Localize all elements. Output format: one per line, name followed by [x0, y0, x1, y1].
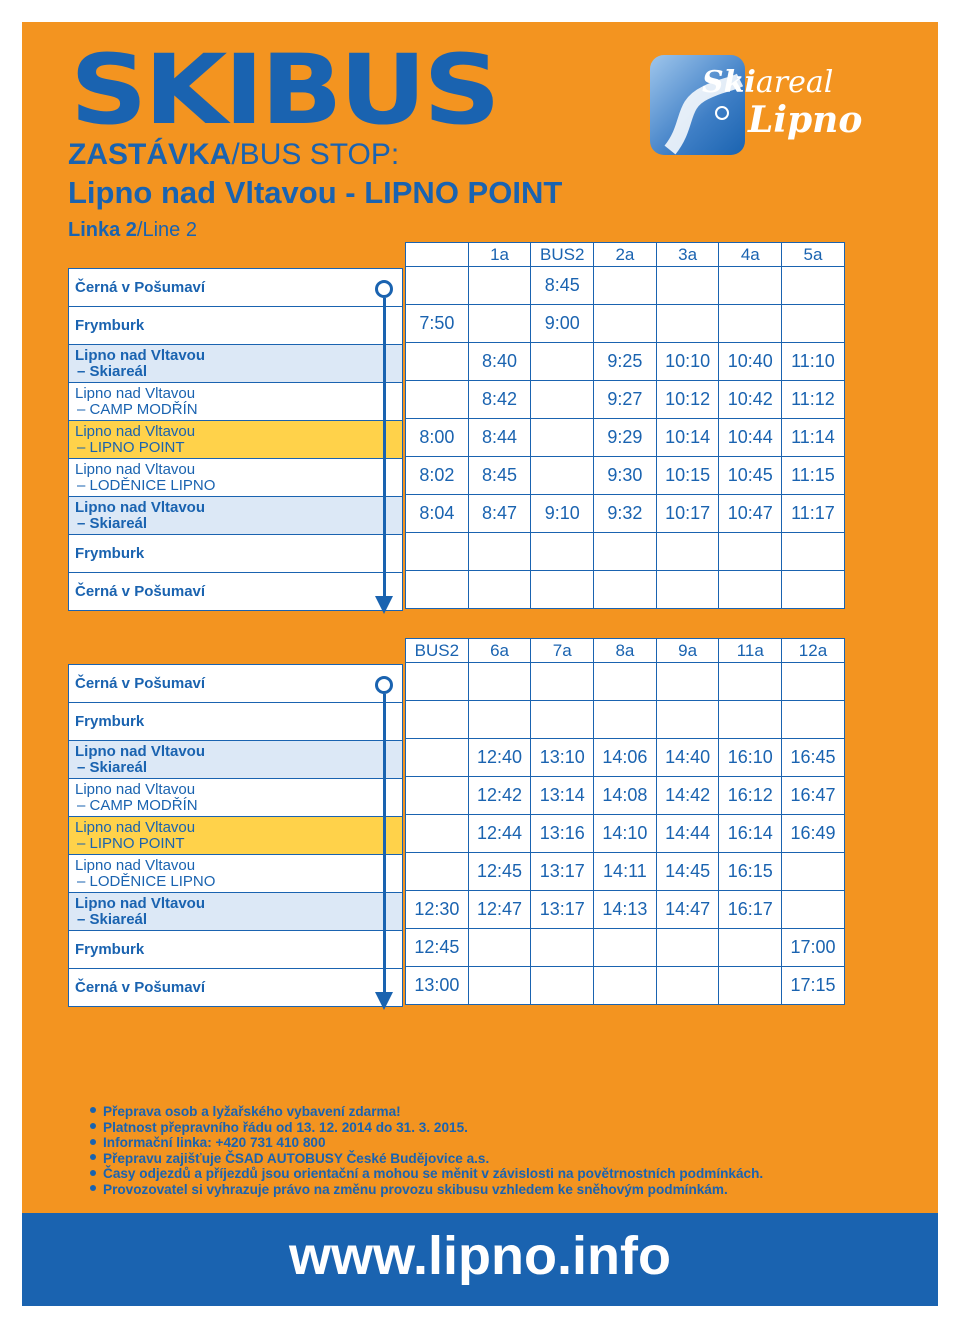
stop-name-line1: Lipno nad Vltavou [75, 856, 196, 874]
time-cell [406, 739, 469, 777]
time-cell [656, 267, 719, 305]
timetable-header-cell: 8a [594, 639, 657, 663]
time-cell [782, 571, 845, 609]
time-cell: 16:45 [782, 739, 845, 777]
stop-name-line1: Lipno nad Vltavou [75, 742, 205, 760]
stop-name-line2: – LIPNO POINT [77, 834, 185, 852]
time-cell [719, 571, 782, 609]
bullet-icon [90, 1123, 96, 1129]
bus-stop-label [68, 138, 399, 172]
time-cell: 10:45 [719, 457, 782, 495]
timetable-header-cell: 5a [782, 243, 845, 267]
time-cell: 16:49 [782, 815, 845, 853]
time-cell [782, 267, 845, 305]
stop-name-cell [69, 459, 403, 497]
time-cell [406, 663, 469, 701]
timetable-row [406, 663, 845, 701]
stop-name-line1: Frymburk [75, 316, 145, 334]
route-stem [383, 694, 386, 994]
time-cell: 12:42 [468, 777, 531, 815]
stop-name-cell [69, 817, 403, 855]
stop-row [69, 345, 403, 383]
time-cell: 16:17 [719, 891, 782, 929]
time-cell [531, 457, 594, 495]
stop-name-cell [69, 497, 403, 535]
stops-list-2 [68, 664, 403, 1007]
time-cell: 10:12 [656, 381, 719, 419]
time-cell: 14:08 [594, 777, 657, 815]
stop-name-cell [69, 345, 403, 383]
timetable-header-cell: 2a [594, 243, 657, 267]
timetable-header-cell: 9a [656, 639, 719, 663]
timetable-header-row [406, 639, 845, 663]
time-cell: 12:44 [468, 815, 531, 853]
stop-name-cell [69, 307, 403, 345]
route-stem [383, 298, 386, 598]
time-cell [594, 663, 657, 701]
bullet-icon [90, 1139, 96, 1145]
stop-name-cell [69, 931, 403, 969]
time-cell [719, 305, 782, 343]
time-cell [594, 701, 657, 739]
time-cell [656, 701, 719, 739]
stop-name-line2: – Skiareál [77, 758, 148, 776]
timetable-header-row [406, 243, 845, 267]
timetable-header-cell: 3a [656, 243, 719, 267]
note-text: Platnost přepravního řádu od 13. 12. 2014 do 31. 3. 2015. [103, 1119, 468, 1135]
time-cell: 14:10 [594, 815, 657, 853]
time-cell: 9:30 [594, 457, 657, 495]
time-cell: 10:10 [656, 343, 719, 381]
time-cell: 13:17 [531, 853, 594, 891]
timetable-header-cell: 4a [719, 243, 782, 267]
time-cell: 16:10 [719, 739, 782, 777]
time-cell: 10:47 [719, 495, 782, 533]
time-cell: 9:29 [594, 419, 657, 457]
time-cell [594, 533, 657, 571]
route-start-circle-icon [375, 280, 393, 298]
stop-name-line1: Frymburk [75, 544, 145, 562]
skiareal-lipno-logo [650, 55, 870, 165]
timetable-row [406, 853, 845, 891]
time-cell: 12:40 [468, 739, 531, 777]
stop-name-line2: – CAMP MODŘÍN [77, 400, 198, 418]
note-text: Přeprava osob a lyžařského vybavení zdarma! [103, 1104, 401, 1119]
time-cell [531, 701, 594, 739]
timetable-row [406, 967, 845, 1005]
stop-name-cell [69, 893, 403, 931]
time-cell: 14:42 [656, 777, 719, 815]
time-cell [531, 663, 594, 701]
time-cell: 9:00 [531, 305, 594, 343]
note-text: Časy odjezdů a příjezdů jsou orientační a mohou se měnit v závislosti na povětrnostních podmínkách. [103, 1166, 764, 1182]
timetable-row [406, 457, 845, 495]
timetable-row [406, 305, 845, 343]
time-cell: 10:14 [656, 419, 719, 457]
stop-name-line2: – Skiareál [77, 514, 148, 532]
time-cell [468, 967, 531, 1005]
stop-name-line1: Lipno nad Vltavou [75, 498, 205, 516]
timetable-row [406, 777, 845, 815]
note-item [90, 1182, 763, 1198]
timetable-row [406, 815, 845, 853]
bus-stop-name: Lipno nad Vltavou - LIPNO POINT [68, 175, 563, 210]
stop-name-line1: Lipno nad Vltavou [75, 346, 205, 364]
note-item [90, 1120, 763, 1136]
time-cell [656, 967, 719, 1005]
time-cell [594, 267, 657, 305]
timetable-1 [405, 242, 845, 609]
stop-name-line1: Frymburk [75, 940, 145, 958]
stop-name-cell [69, 383, 403, 421]
note-text: Přepravu zajišťuje ČSAD AUTOBUSY České Budějovice a.s. [103, 1150, 490, 1166]
time-cell: 16:12 [719, 777, 782, 815]
timetable-row [406, 739, 845, 777]
time-cell [468, 701, 531, 739]
note-item [90, 1166, 763, 1182]
time-cell [468, 663, 531, 701]
timetable-row [406, 381, 845, 419]
time-cell [656, 663, 719, 701]
stop-name-line1: Lipno nad Vltavou [75, 818, 196, 836]
time-cell [531, 967, 594, 1005]
stop-name-line2: – LIPNO POINT [77, 438, 185, 456]
time-cell: 13:16 [531, 815, 594, 853]
time-cell [406, 815, 469, 853]
time-cell: 12:30 [406, 891, 469, 929]
bullet-icon [90, 1185, 96, 1191]
time-cell [406, 533, 469, 571]
stop-row [69, 779, 403, 817]
time-cell: 12:47 [468, 891, 531, 929]
stop-name-line1: Černá v Pošumaví [75, 674, 206, 692]
time-cell: 11:12 [782, 381, 845, 419]
stop-row [69, 307, 403, 345]
time-cell: 14:45 [656, 853, 719, 891]
timetable-header-cell: 1a [468, 243, 531, 267]
stop-name-line1: Černá v Pošumaví [75, 978, 206, 996]
time-cell [406, 343, 469, 381]
stop-row [69, 269, 403, 307]
time-cell [531, 929, 594, 967]
timetable-header-cell: BUS2 [531, 243, 594, 267]
time-cell [406, 701, 469, 739]
stop-row [69, 931, 403, 969]
time-cell: 10:42 [719, 381, 782, 419]
time-cell [406, 853, 469, 891]
time-cell [406, 571, 469, 609]
stop-name-cell [69, 703, 403, 741]
time-cell [531, 381, 594, 419]
timetable-row [406, 267, 845, 305]
time-cell: 17:15 [782, 967, 845, 1005]
bullet-icon [90, 1107, 96, 1113]
timetable-header-cell: 7a [531, 639, 594, 663]
page-title: SKIBUS [70, 34, 498, 146]
time-cell: 14:13 [594, 891, 657, 929]
time-cell [594, 967, 657, 1005]
time-cell [531, 571, 594, 609]
stop-name-line1: Černá v Pošumaví [75, 582, 206, 600]
time-cell: 7:50 [406, 305, 469, 343]
time-cell: 8:40 [468, 343, 531, 381]
time-cell [594, 305, 657, 343]
time-cell [468, 533, 531, 571]
stop-name-line1: Lipno nad Vltavou [75, 780, 196, 798]
time-cell [406, 777, 469, 815]
stop-row [69, 703, 403, 741]
stop-row [69, 969, 403, 1007]
stop-name-line1: Frymburk [75, 712, 145, 730]
route-start-circle-icon [375, 676, 393, 694]
time-cell [656, 533, 719, 571]
time-cell: 9:27 [594, 381, 657, 419]
time-cell [656, 929, 719, 967]
timetable-header-cell [406, 243, 469, 267]
time-cell: 13:14 [531, 777, 594, 815]
website-link[interactable]: www.lipno.info [289, 1226, 671, 1286]
time-cell: 14:40 [656, 739, 719, 777]
timetable-header-cell: 11a [719, 639, 782, 663]
time-cell [531, 343, 594, 381]
time-cell: 11:15 [782, 457, 845, 495]
time-cell: 8:45 [468, 457, 531, 495]
time-cell [719, 663, 782, 701]
stop-row [69, 535, 403, 573]
time-cell [782, 305, 845, 343]
logo-text-areal: areal [755, 65, 834, 100]
stop-name-line1: Lipno nad Vltavou [75, 384, 196, 402]
time-cell: 10:40 [719, 343, 782, 381]
time-cell [719, 533, 782, 571]
timetable-row [406, 419, 845, 457]
timetable-row [406, 533, 845, 571]
stop-row [69, 855, 403, 893]
time-cell: 8:45 [531, 267, 594, 305]
timetable-row [406, 891, 845, 929]
stop-row [69, 459, 403, 497]
route-arrow-down-icon [375, 596, 393, 614]
stop-name-line2: – LODĚNICE LIPNO [77, 476, 216, 494]
time-cell: 9:32 [594, 495, 657, 533]
stop-name-cell [69, 421, 403, 459]
time-cell: 8:02 [406, 457, 469, 495]
logo-text-lipno: Lipno [748, 99, 863, 141]
time-cell: 8:04 [406, 495, 469, 533]
notes-list [90, 1104, 763, 1198]
stop-name-cell [69, 969, 403, 1007]
stop-name-line1: Lipno nad Vltavou [75, 422, 196, 440]
time-cell [782, 533, 845, 571]
stop-row [69, 665, 403, 703]
timetable-row [406, 929, 845, 967]
time-cell: 14:47 [656, 891, 719, 929]
time-cell: 10:17 [656, 495, 719, 533]
time-cell: 12:45 [406, 929, 469, 967]
time-cell: 11:17 [782, 495, 845, 533]
time-cell: 13:17 [531, 891, 594, 929]
stop-name-line2: – CAMP MODŘÍN [77, 796, 198, 814]
stop-name-cell [69, 573, 403, 611]
time-cell: 14:44 [656, 815, 719, 853]
time-cell: 16:47 [782, 777, 845, 815]
stop-name-cell [69, 741, 403, 779]
time-cell [782, 701, 845, 739]
bus-stop-prefix: ZASTÁVKA [68, 138, 232, 171]
timetable-row [406, 495, 845, 533]
time-cell: 17:00 [782, 929, 845, 967]
time-cell: 16:14 [719, 815, 782, 853]
time-cell: 13:10 [531, 739, 594, 777]
time-cell [594, 929, 657, 967]
time-cell: 14:06 [594, 739, 657, 777]
time-cell: 16:15 [719, 853, 782, 891]
timetable-row [406, 701, 845, 739]
time-cell: 12:45 [468, 853, 531, 891]
stops-list-1 [68, 268, 403, 611]
stop-name-cell [69, 855, 403, 893]
time-cell: 11:14 [782, 419, 845, 457]
stop-name-line1: Lipno nad Vltavou [75, 460, 196, 478]
time-cell [719, 701, 782, 739]
stop-name-line1: Lipno nad Vltavou [75, 894, 205, 912]
stop-row [69, 383, 403, 421]
time-cell [656, 305, 719, 343]
stop-name-line2: – Skiareál [77, 910, 148, 928]
note-text: Provozovatel si vyhrazuje právo na změnu provozu skibusu vzhledem ke sněhovým podmínkám. [103, 1181, 728, 1197]
time-cell [531, 419, 594, 457]
time-cell: 8:42 [468, 381, 531, 419]
time-cell [406, 267, 469, 305]
bullet-icon [90, 1154, 96, 1160]
timetable-header-cell: 12a [782, 639, 845, 663]
time-cell: 9:10 [531, 495, 594, 533]
stop-name-line1: Černá v Pošumaví [75, 278, 206, 296]
time-cell [656, 571, 719, 609]
stop-row [69, 741, 403, 779]
time-cell [406, 381, 469, 419]
time-cell: 14:11 [594, 853, 657, 891]
time-cell [468, 929, 531, 967]
stop-row [69, 573, 403, 611]
stop-row [69, 893, 403, 931]
logo-text-ski: Ski [702, 65, 756, 100]
note-item [90, 1151, 763, 1167]
time-cell: 11:10 [782, 343, 845, 381]
timetable-2 [405, 638, 845, 1005]
stop-row [69, 817, 403, 855]
stop-row [69, 497, 403, 535]
stop-name-cell [69, 665, 403, 703]
time-cell [594, 571, 657, 609]
time-cell [782, 663, 845, 701]
timetable-row [406, 571, 845, 609]
line-label-bold: Linka 2 [68, 219, 137, 241]
bullet-icon [90, 1170, 96, 1176]
time-cell: 8:44 [468, 419, 531, 457]
time-cell [719, 929, 782, 967]
time-cell [719, 267, 782, 305]
time-cell [531, 533, 594, 571]
stop-name-cell [69, 535, 403, 573]
timetable-header-cell: 6a [468, 639, 531, 663]
note-item [90, 1104, 763, 1120]
stop-name-cell [69, 779, 403, 817]
time-cell [468, 305, 531, 343]
footer-bar [22, 1213, 938, 1306]
time-cell: 10:15 [656, 457, 719, 495]
stop-name-cell [69, 269, 403, 307]
logo-text-skiareal [702, 65, 833, 100]
time-cell [468, 267, 531, 305]
stop-name-line2: – LODĚNICE LIPNO [77, 872, 216, 890]
line-label [68, 219, 197, 242]
timetable-row [406, 343, 845, 381]
line-label-suffix: /Line 2 [136, 219, 197, 241]
time-cell [782, 891, 845, 929]
note-text: Informační linka: +420 731 410 800 [103, 1135, 326, 1151]
route-arrow-down-icon [375, 992, 393, 1010]
bus-stop-suffix: /BUS STOP: [231, 138, 400, 171]
time-cell: 13:00 [406, 967, 469, 1005]
time-cell: 9:25 [594, 343, 657, 381]
time-cell [719, 967, 782, 1005]
time-cell: 8:47 [468, 495, 531, 533]
stop-row [69, 421, 403, 459]
timetable-header-cell: BUS2 [406, 639, 469, 663]
stop-name-line2: – Skiareál [77, 362, 148, 380]
time-cell [468, 571, 531, 609]
time-cell: 8:00 [406, 419, 469, 457]
time-cell [782, 853, 845, 891]
note-item [90, 1135, 763, 1151]
time-cell: 10:44 [719, 419, 782, 457]
